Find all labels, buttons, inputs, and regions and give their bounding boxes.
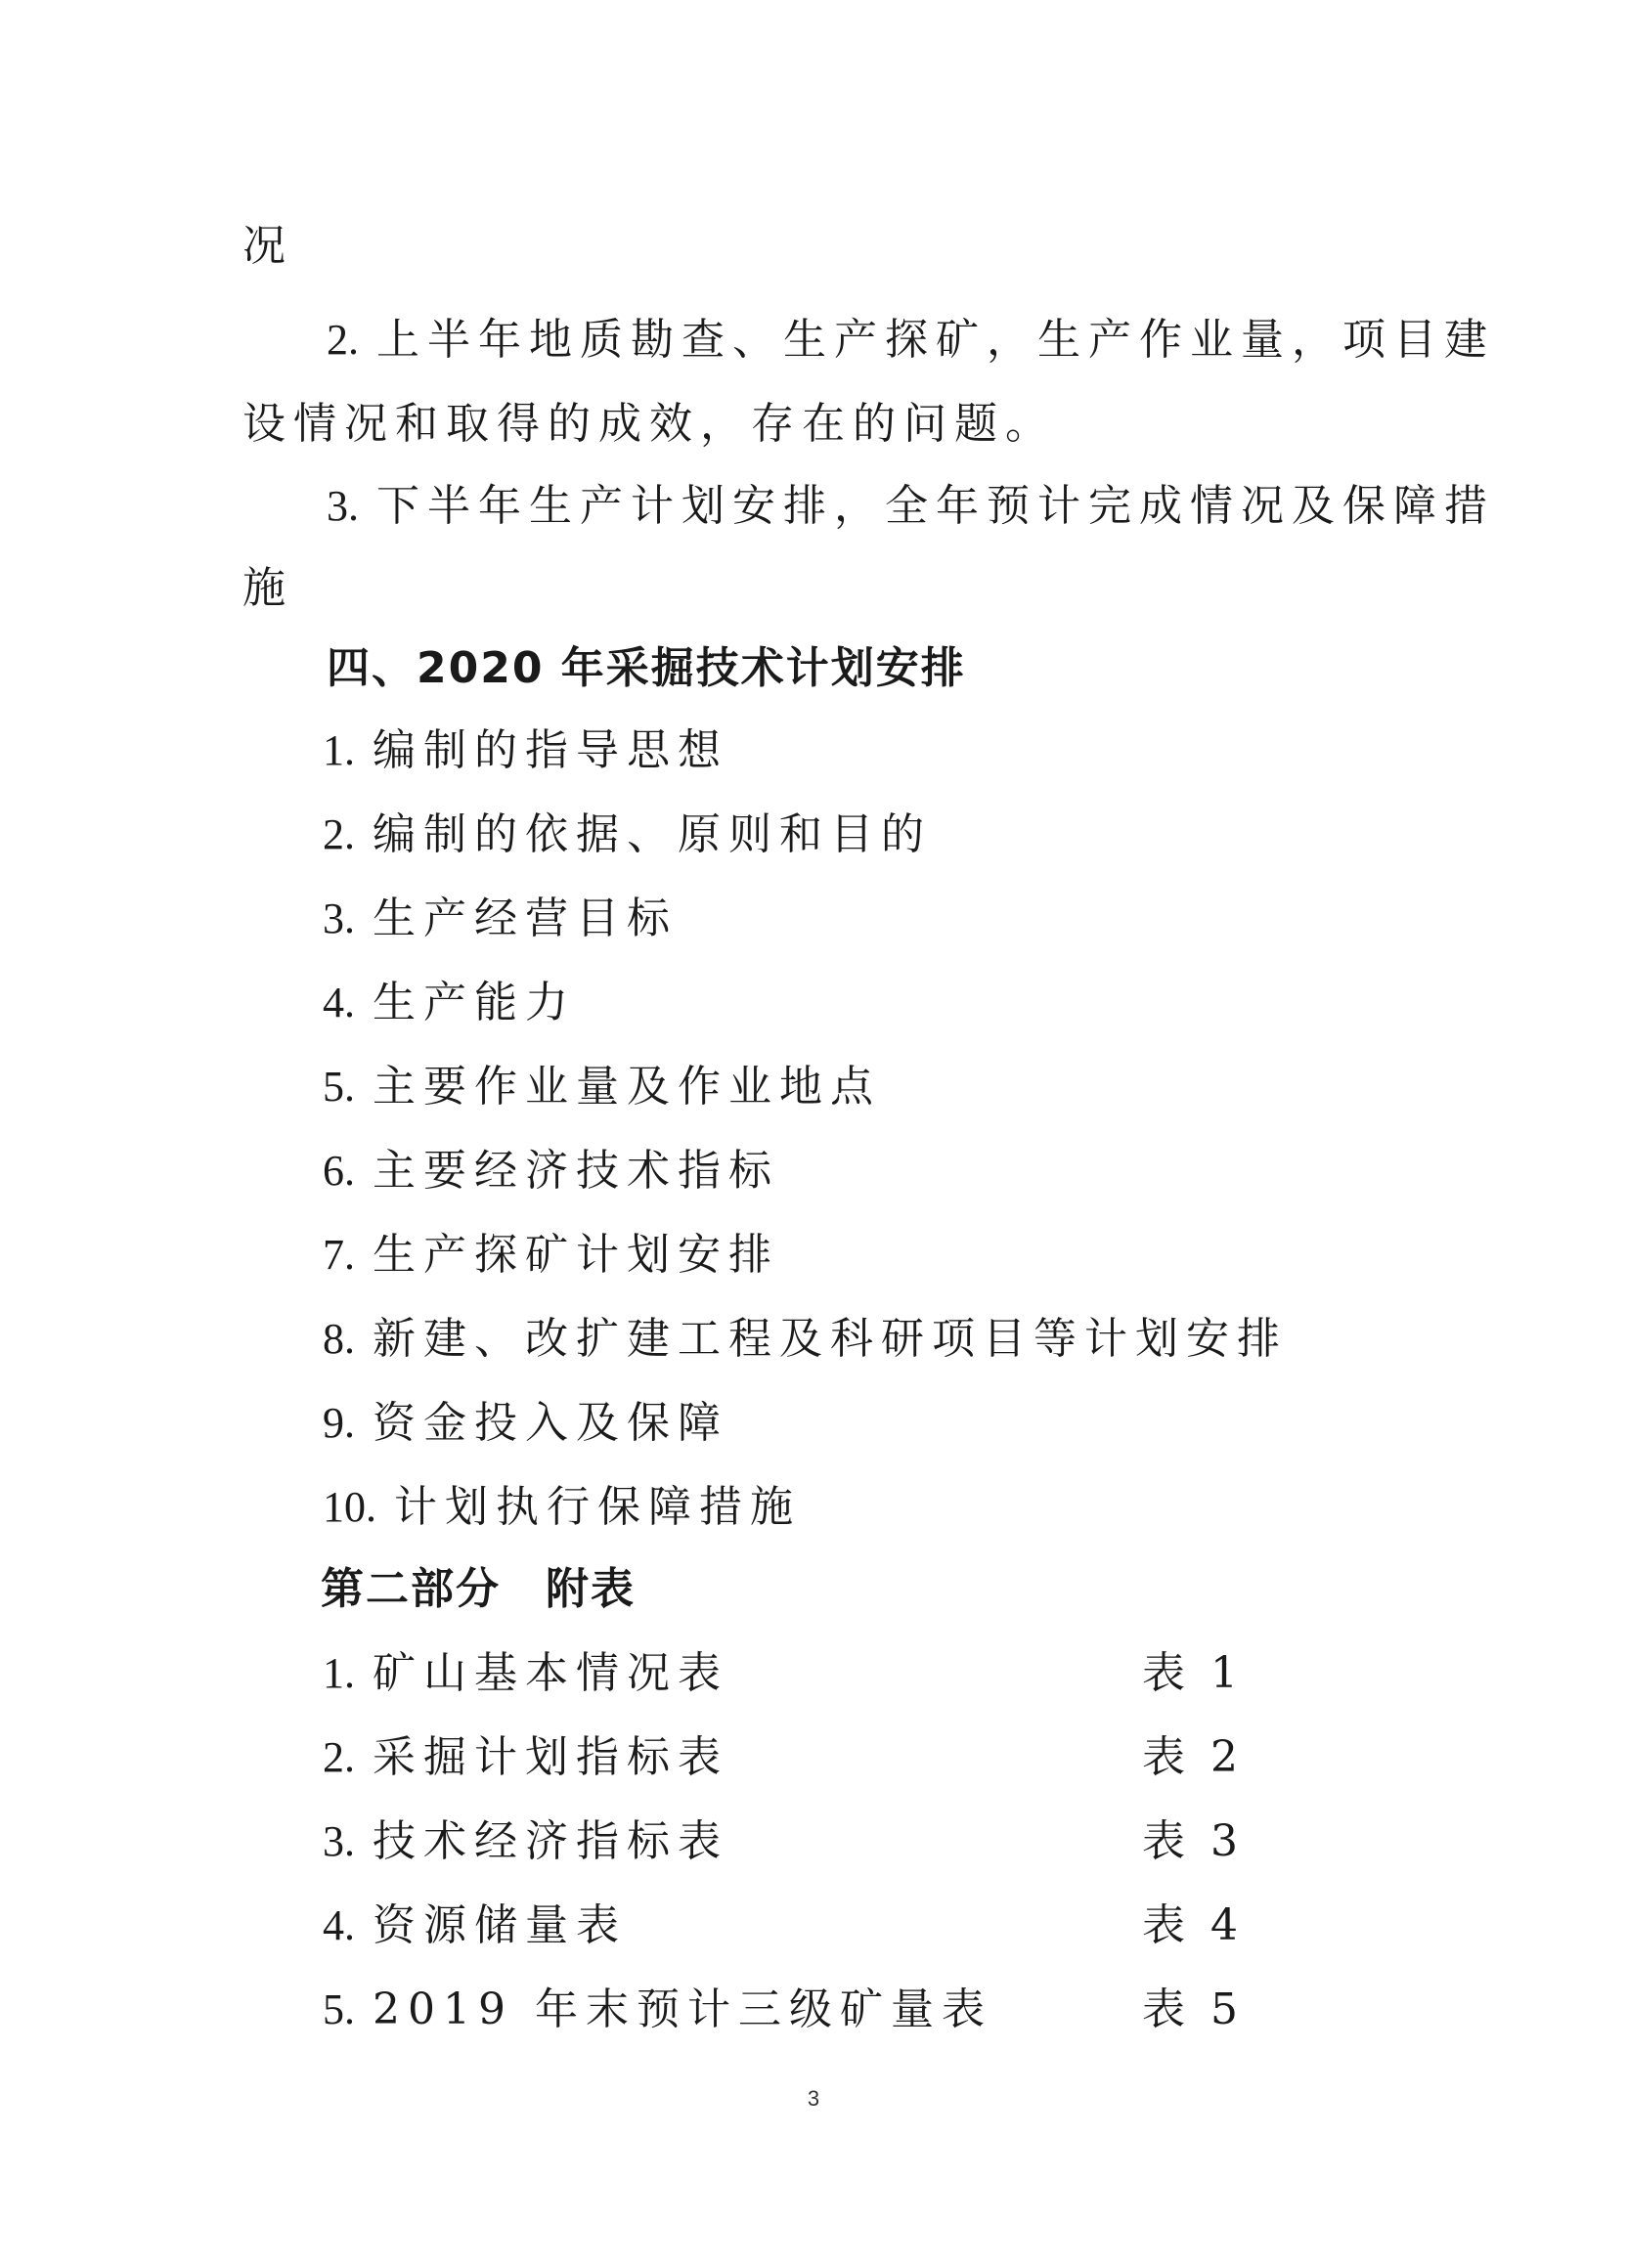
section-4-item — [323, 1142, 779, 1200]
section-4-item — [323, 1478, 801, 1537]
appendix-item — [323, 1897, 627, 1955]
section-4-item — [323, 1394, 728, 1453]
part-2-heading: 第二部分 附表 — [321, 1564, 636, 1614]
appendix-item — [323, 1812, 728, 1871]
section-4-item — [323, 721, 728, 780]
item-number: 2. — [323, 810, 355, 858]
item-text: 2019 年末预计三级矿量表 — [373, 1984, 992, 2034]
item-text: 技术经济指标表 — [373, 1816, 728, 1866]
item-number: 2. — [327, 316, 359, 364]
section-4-item — [323, 890, 678, 948]
item-number: 10. — [323, 1483, 376, 1531]
item-text: 新建、改扩建工程及科研项目等计划安排 — [373, 1314, 1288, 1364]
section-4-item — [323, 806, 932, 864]
item-text: 生产经营目标 — [373, 894, 678, 943]
item-number: 9. — [323, 1399, 355, 1447]
item-number: 4. — [323, 979, 355, 1026]
item-number: 5. — [323, 1985, 355, 2033]
item-text: 生产探矿计划安排 — [373, 1230, 779, 1280]
item-number: 8. — [323, 1315, 355, 1363]
appendix-item — [323, 1644, 728, 1703]
item-number: 2. — [323, 1733, 355, 1781]
item-text-continued: 设情况和取得的成效，存在的问题。 — [242, 399, 1056, 449]
section-4-item — [323, 1310, 1288, 1369]
item-number: 6. — [323, 1147, 355, 1195]
item-text: 编制的指导思想 — [373, 725, 728, 775]
item-number: 1. — [323, 1649, 355, 1697]
list-item-3-line-1 — [327, 477, 1495, 536]
list-item-2-line-1 — [327, 311, 1495, 370]
section-4-heading: 四、2020 年采掘技术计划安排 — [327, 643, 966, 693]
appendix-item — [323, 1981, 992, 2039]
appendix-item — [323, 1728, 728, 1787]
table-reference: 表 2 — [1142, 1732, 1244, 1782]
item-number: 7. — [323, 1231, 355, 1279]
item-number: 3. — [323, 1817, 355, 1865]
line-text: 况 — [242, 221, 293, 271]
item-number: 5. — [323, 1063, 355, 1111]
continued-text-line — [242, 217, 293, 276]
item-text: 上半年地质勘查、生产探矿，生产作业量，项目建 — [376, 315, 1495, 365]
item-text: 矿山基本情况表 — [373, 1648, 728, 1698]
item-number: 3. — [323, 894, 355, 942]
item-number: 1. — [323, 726, 355, 774]
table-reference: 表 1 — [1142, 1648, 1244, 1698]
item-text: 下半年生产计划安排，全年预计完成情况及保障措 — [376, 481, 1495, 531]
section-4-item — [323, 1226, 779, 1285]
section-4-item — [323, 1058, 881, 1116]
table-reference: 表 5 — [1142, 1984, 1244, 2034]
item-number: 3. — [327, 482, 359, 530]
item-number: 4. — [323, 1901, 355, 1949]
item-text-continued: 施 — [242, 563, 293, 613]
item-text: 资源储量表 — [373, 1900, 627, 1950]
item-text: 采掘计划指标表 — [373, 1732, 728, 1782]
item-text: 编制的依据、原则和目的 — [373, 809, 932, 859]
section-4-item — [323, 974, 576, 1032]
item-text: 计划执行保障措施 — [394, 1482, 801, 1532]
list-item-2-line-2 — [242, 395, 1056, 454]
item-text: 主要作业量及作业地点 — [373, 1062, 881, 1112]
item-text: 生产能力 — [373, 978, 576, 1027]
item-text: 主要经济技术指标 — [373, 1146, 779, 1196]
list-item-3-line-2 — [242, 559, 293, 618]
table-reference: 表 3 — [1142, 1816, 1244, 1866]
table-reference: 表 4 — [1142, 1900, 1244, 1950]
page-number: 3 — [807, 2086, 820, 2111]
item-text: 资金投入及保障 — [373, 1398, 728, 1448]
